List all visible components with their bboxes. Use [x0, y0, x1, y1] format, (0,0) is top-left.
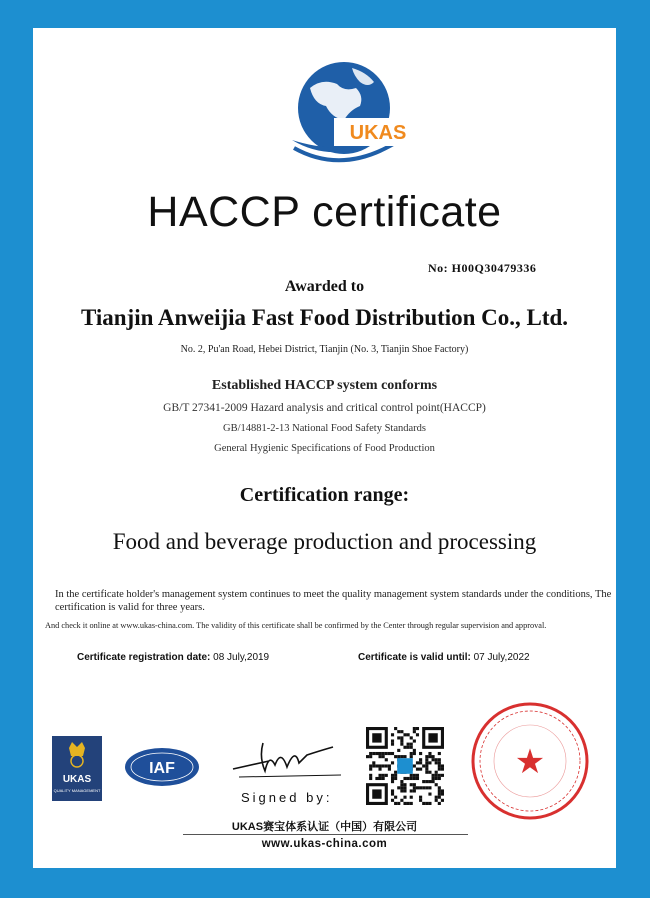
footer-divider — [183, 834, 468, 835]
certificate-number: No: H00Q30479336 — [428, 261, 537, 275]
iaf-logo — [123, 746, 201, 788]
registration-date-label: Certificate registration date: — [77, 652, 211, 663]
signed-by-label: Signed by: — [241, 790, 333, 805]
certification-range-title: Certification range: — [239, 484, 410, 506]
standard-line: General Hygienic Specifications of Food Production — [214, 443, 435, 454]
registration-date — [77, 652, 269, 663]
iaf-logo-text: IAF — [149, 760, 175, 777]
standard-line: GB/T 27341-2009 Hazard analysis and critical control point(HACCP) — [163, 402, 486, 414]
official-seal — [470, 701, 590, 821]
established-statement: Established HACCP system conforms — [211, 378, 438, 393]
awarded-to-label: Awarded to — [284, 278, 365, 295]
valid-until-value: 07 July,2022 — [473, 652, 530, 663]
online-check-note: And check it online at www.ukas-china.com. The validity of this certificate shall be confirmed by the Center through regular supervision and approval. — [45, 621, 547, 630]
qr-code[interactable] — [366, 727, 444, 805]
valid-until-date — [358, 652, 530, 663]
ukas-logo-text: UKAS — [349, 122, 407, 144]
certification-range: Food and beverage production and processing — [112, 529, 537, 554]
certificate-page — [33, 28, 616, 868]
ukas-mark-subtext: QUALITY MANAGEMENT — [53, 788, 101, 793]
signature — [229, 735, 349, 783]
seal-star-icon: ★ — [514, 744, 546, 781]
issuer-website[interactable]: www.ukas-china.com — [261, 838, 388, 850]
company-name: Tianjin Anweijia Fast Food Distribution Co., Ltd. — [80, 305, 569, 330]
registration-date-value: 08 July,2019 — [213, 652, 270, 663]
ukas-mark-text: UKAS — [62, 774, 92, 785]
company-address: No. 2, Pu'an Road, Hebei District, Tianjin (No. 3, Tianjin Shoe Factory) — [180, 344, 469, 355]
certificate-title: HACCP certificate — [147, 188, 502, 236]
issuer-name: UKAS赛宝体系认证（中国）有限公司 — [231, 821, 418, 833]
validity-note: In the certificate holder's management system continues to meet the quality management system standards under the conditions, The certification is valid for three years. — [55, 589, 612, 613]
ukas-globe-logo — [282, 48, 422, 178]
standard-line: GB/14881-2-13 National Food Safety Standards — [223, 423, 426, 434]
ukas-accreditation-mark — [52, 736, 102, 801]
valid-until-label: Certificate is valid until: — [358, 652, 471, 663]
